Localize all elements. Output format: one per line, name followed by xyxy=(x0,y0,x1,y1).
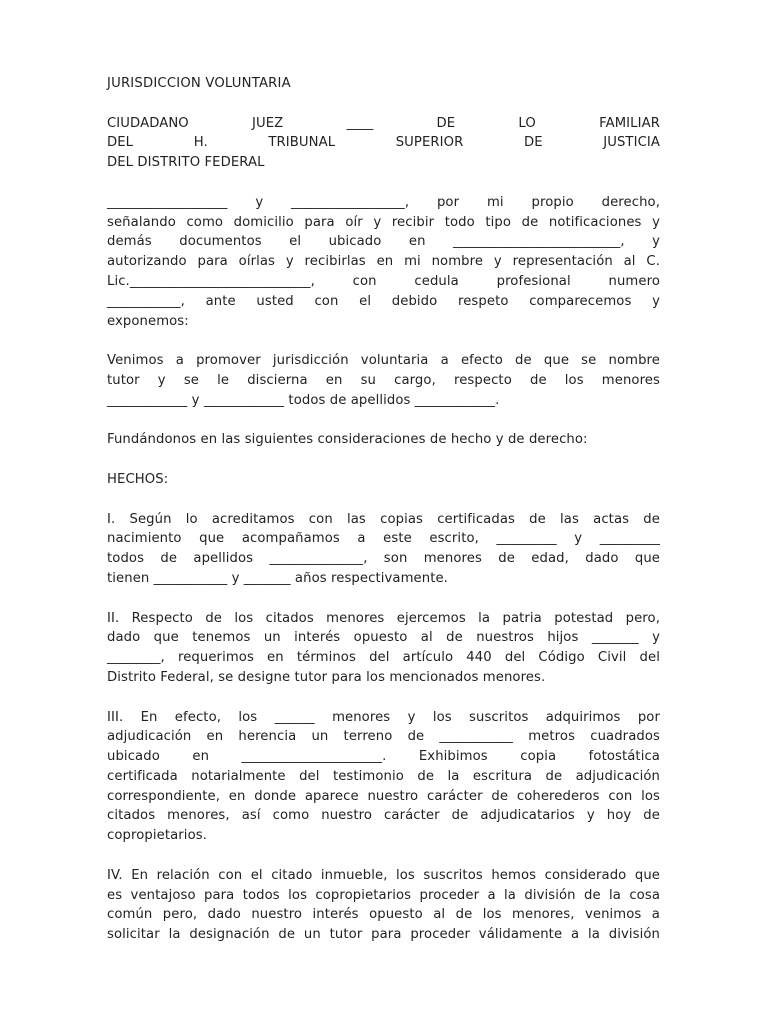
paragraph-line: tutor y se le discierna en su cargo, respecto de los menores xyxy=(107,372,660,388)
paragraph-line: IV. En relación con el citado inmueble, los suscritos hemos considerado que xyxy=(107,867,660,883)
facts-heading: HECHOS: xyxy=(107,471,169,487)
paragraph-line: nacimiento que acompañamos a este escrito, _________ y _________ xyxy=(107,531,660,547)
paragraph-line: citados menores, así como nuestro carácter de adjudicatarios y hoy de xyxy=(107,808,660,824)
paragraph-line: solicitar la designación de un tutor para proceder válidamente a la división xyxy=(107,927,660,943)
paragraph-line: todos de apellidos ______________, son menores de edad, dado que xyxy=(107,551,660,567)
paragraph-line: Lic.___________________________, con cedula profesional numero xyxy=(107,273,660,289)
paragraph-line: __________________ y _________________, por mi propio derecho, xyxy=(107,194,660,210)
paragraph-line: II. Respecto de los citados menores ejercemos la patria potestad pero, xyxy=(107,610,660,626)
fact-4-paragraph xyxy=(107,866,660,945)
fact-2-paragraph xyxy=(107,609,660,688)
paragraph-line: común pero, dado nuestro interés opuesto al de los menores, venimos a xyxy=(107,907,660,923)
paragraph-line: ___________, ante usted con el debido respeto comparecemos y xyxy=(107,293,660,309)
paragraph-line: Venimos a promover jurisdicción voluntaria a efecto de que se nombre xyxy=(107,353,660,369)
fact-1-paragraph xyxy=(107,510,660,589)
addressee-line: CIUDADANO JUEZ ____ DE LO FAMILIAR xyxy=(107,115,660,131)
document-page xyxy=(107,74,660,945)
paragraph-line: certificada notarialmente del testimonio de la escritura de adjudicación xyxy=(107,768,660,784)
paragraph-line: tienen ___________ y _______ años respectivamente. xyxy=(107,570,448,586)
paragraph-line: correspondiente, en donde aparece nuestro carácter de coherederos con los xyxy=(107,788,660,804)
paragraph-line: III. En efecto, los ______ menores y los suscritos adquirimos por xyxy=(107,709,660,725)
paragraph-line: ubicado en _____________________. Exhibimos copia fotostática xyxy=(107,749,660,765)
promotion-paragraph xyxy=(107,351,660,410)
paragraph-line: autorizando para oírlas y recibirlas en mi nombre y representación al C. xyxy=(107,254,660,270)
paragraph-line: Distrito Federal, se designe tutor para los mencionados menores. xyxy=(107,669,546,685)
paragraph-line: dado que tenemos un interés opuesto al de nuestros hijos _______ y xyxy=(107,630,660,646)
paragraph-line: es ventajoso para todos los copropietarios proceder a la división de la cosa xyxy=(107,887,660,903)
paragraph-line: I. Según lo acreditamos con las copias certificadas de las actas de xyxy=(107,511,660,527)
document-title: JURISDICCION VOLUNTARIA xyxy=(107,76,291,91)
grounds-statement: Fundándonos en las siguientes consideraciones de hecho y de derecho: xyxy=(107,432,588,448)
addressee-line: DEL DISTRITO FEDERAL xyxy=(107,155,265,171)
paragraph-line: exponemos: xyxy=(107,313,189,329)
intro-paragraph xyxy=(107,193,660,332)
addressee-line: DEL H. TRIBUNAL SUPERIOR DE JUSTICIA xyxy=(107,135,660,151)
paragraph-line: señalando como domicilio para oír y recibir todo tipo de notificaciones y xyxy=(107,214,660,230)
fact-3-paragraph xyxy=(107,708,660,847)
paragraph-line: demás documentos el ubicado en _________________________, y xyxy=(107,234,660,250)
paragraph-line: ____________ y ____________ todos de apellidos ____________. xyxy=(107,392,500,408)
addressee-block xyxy=(107,114,660,173)
paragraph-line: copropietarios. xyxy=(107,828,208,844)
paragraph-line: ________, requerimos en términos del artículo 440 del Código Civil del xyxy=(107,650,660,666)
paragraph-line: adjudicación en herencia un terreno de ___________ metros cuadrados xyxy=(107,729,660,745)
